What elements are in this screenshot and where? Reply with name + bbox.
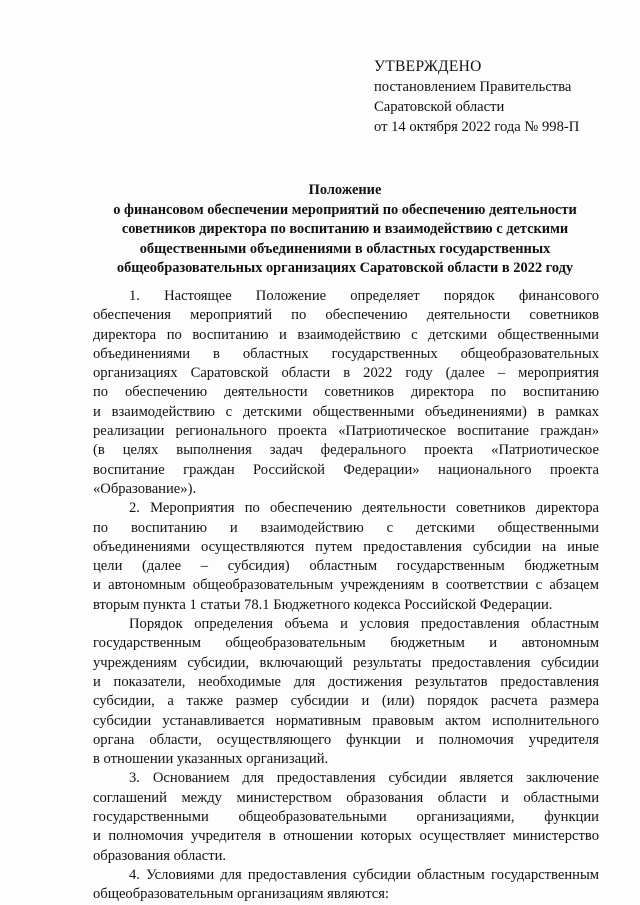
- text-line: 1. Настоящее Положение определяет порядок финансового: [129, 288, 599, 304]
- text-line: и взаимодействию с детскими общественными объединениями) в рамках: [93, 403, 599, 420]
- text-line: учреждениям субсидии, включающий результаты предоставления субсидии: [93, 654, 599, 671]
- text-line: в отношении указанных организаций.: [93, 751, 329, 768]
- paragraph-2: [93, 499, 599, 615]
- text-line: по воспитанию и взаимодействию с детскими общественными: [93, 519, 599, 536]
- document-body: [93, 287, 599, 905]
- paragraph-5: [93, 866, 599, 905]
- text-line: и автономным общеобразовательным учреждениям в соответствии с абзацем: [93, 577, 599, 594]
- text-line: государственным общеобразовательным бюджетным и автономным: [93, 635, 599, 652]
- text-line: по обеспечению деятельности советников директора по воспитанию: [93, 384, 599, 401]
- text-line: Порядок определения объема и условия предоставления областным: [129, 616, 599, 633]
- title-line: советников директора по воспитанию и взаимодействию с детскими: [121, 221, 569, 237]
- text-line: директора по воспитанию и взаимодействию с детскими общественными: [93, 326, 599, 343]
- text-line: государственными общеобразовательными организациями, функции: [93, 809, 599, 826]
- text-line: субсидии устанавливается нормативным правовым актом исполнительного: [93, 712, 599, 729]
- paragraph-3: [93, 615, 599, 769]
- approval-block: [374, 57, 624, 137]
- title-line: общеобразовательных организациях Саратовской области в 2022 году: [116, 260, 574, 276]
- approval-line: постановлением Правительства: [374, 79, 572, 95]
- text-line: вторым пункта 1 статьи 78.1 Бюджетного кодекса Российской Федерации.: [93, 596, 553, 613]
- text-line: и показатели, необходимые для достижения результатов предоставления: [93, 673, 599, 690]
- title-line: о финансовом обеспечении мероприятий по обеспечению деятельности: [113, 201, 577, 218]
- paragraph-4: [93, 769, 599, 865]
- text-line: соглашений между министерством образования области и областными: [93, 789, 599, 806]
- text-line: общеобразовательным организациям являются:: [93, 886, 390, 903]
- text-line: «Образование»).: [93, 480, 197, 497]
- text-line: и полномочия учредителя в отношении которых осуществляет министерство: [93, 828, 599, 845]
- text-line: образования области.: [93, 847, 227, 864]
- text-line: реализации регионального проекта «Патриотическое воспитание граждан»: [93, 423, 599, 440]
- document-title: [90, 181, 600, 279]
- text-line: воспитание граждан Российской Федерации» национального проекта: [93, 461, 599, 478]
- text-line: обеспечения мероприятий по обеспечению деятельности советников: [93, 307, 599, 324]
- text-line: 2. Мероприятия по обеспечению деятельности советников директора: [129, 500, 599, 517]
- text-line: субсидии, а также размер субсидии и (или) порядок расчета размера: [93, 693, 599, 710]
- paragraph-1: [93, 287, 599, 499]
- text-line: 4. Условиями для предоставления субсидии областным государственным: [129, 866, 599, 883]
- text-line: 3. Основанием для предоставления субсидии является заключение: [129, 770, 599, 787]
- approval-line: Саратовской области: [374, 99, 505, 115]
- text-line: организациях Саратовской области в 2022 году (далее – мероприятия: [93, 365, 599, 382]
- approval-line: от 14 октября 2022 года № 998-П: [374, 119, 580, 135]
- text-line: цели (далее – субсидия) областным государственным бюджетным: [93, 558, 599, 575]
- approval-heading: УТВЕРЖДЕНО: [374, 58, 482, 75]
- text-line: объединениями осуществляются путем предоставления субсидии на иные: [93, 538, 599, 555]
- title-line: общественными объединениями в областных государственных: [139, 240, 551, 257]
- title-line: Положение: [308, 182, 382, 198]
- text-line: объединениями в областных государственных общеобразовательных: [93, 345, 599, 362]
- text-line: (в целях выполнения задач федерального проекта «Патриотическое: [93, 442, 599, 459]
- text-line: органа области, осуществляющего функции и полномочия учредителя: [93, 731, 599, 748]
